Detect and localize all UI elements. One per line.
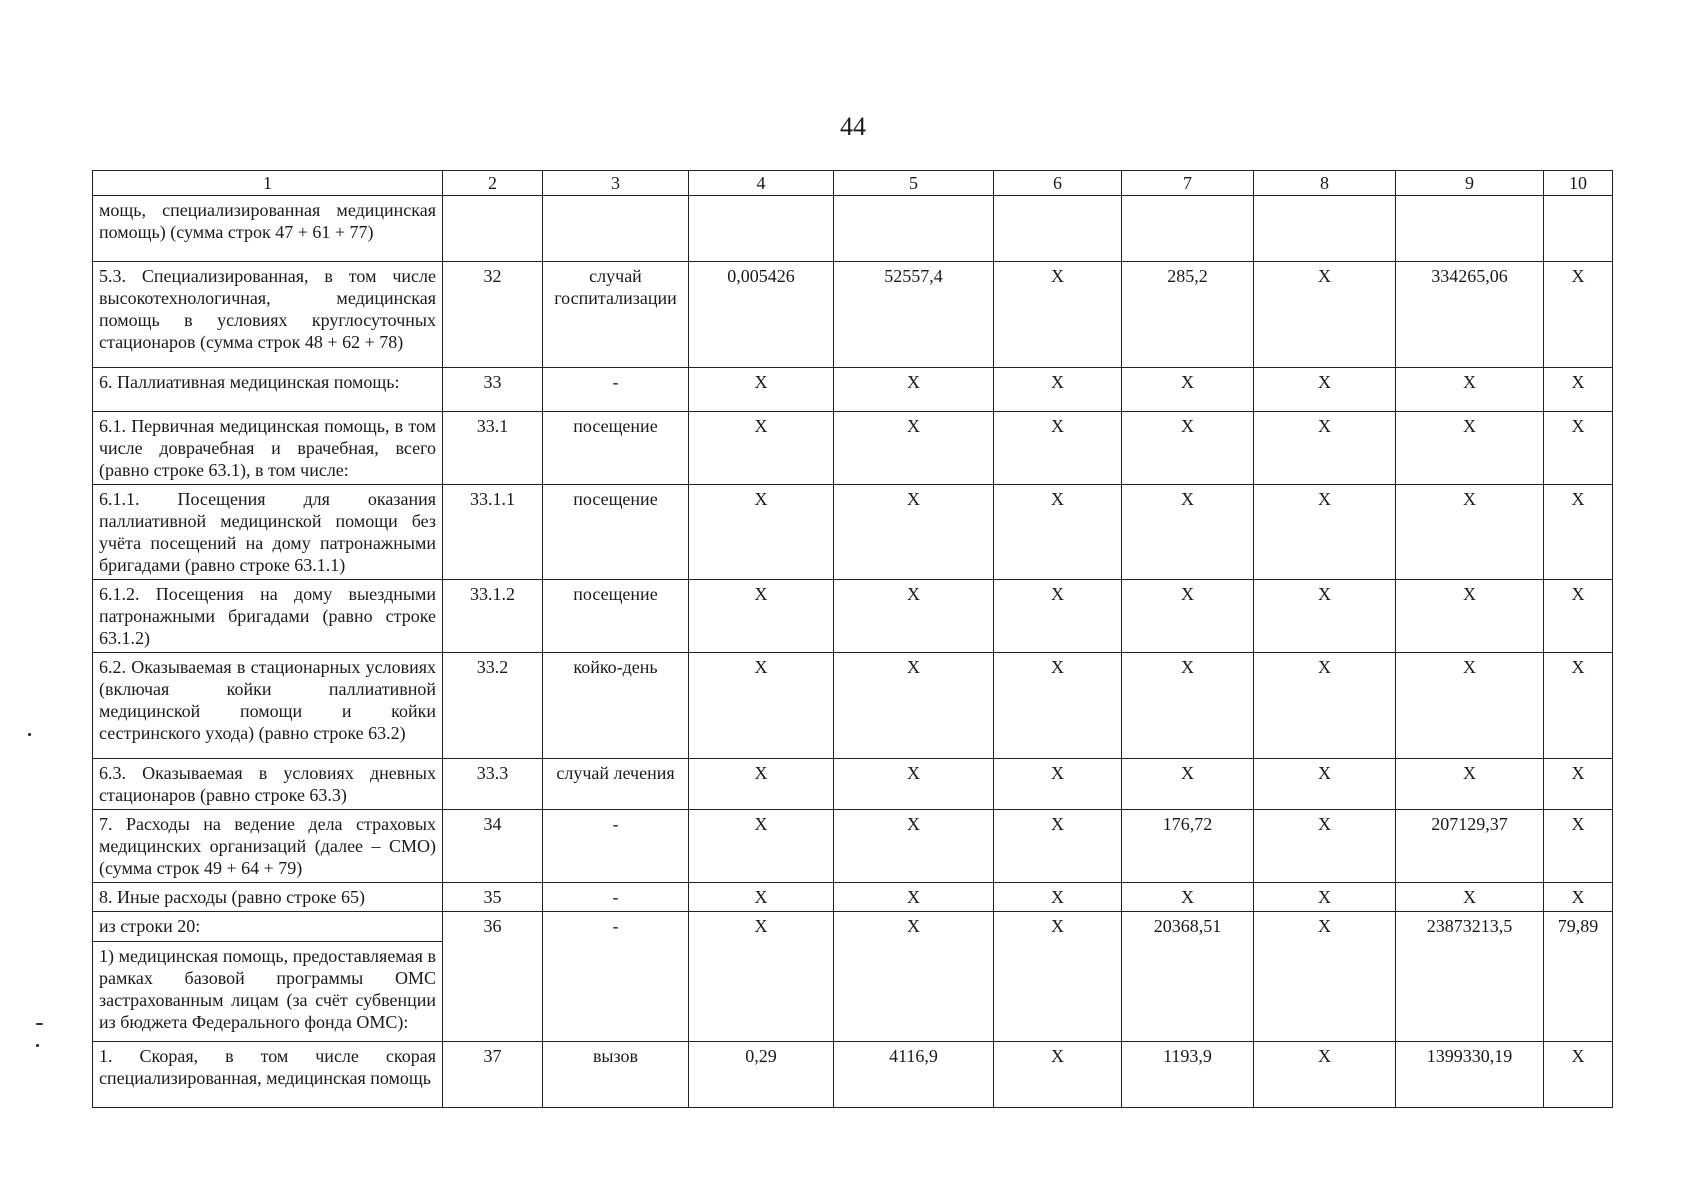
row-description [93,412,443,485]
row-description-text: 6. Паллиативная медицинская помощь: [99,372,400,392]
row-description [93,1042,443,1108]
row-description-text: 1. Скорая, в том числе скорая специализированная, медицинская помощь [99,1046,436,1088]
cell-volume-standard [689,196,834,262]
table-row [93,759,1613,810]
cell-per-capita-oms: X [1122,883,1254,912]
cell-per-capita-oms: 20368,51 [1122,912,1254,1042]
cell-per-capita-oms: X [1122,412,1254,485]
cell-per-capita-budget: X [994,412,1122,485]
row-description [93,485,443,580]
row-description [93,653,443,759]
cell-volume-standard: X [689,485,834,580]
cell-line-number [443,196,543,262]
row-description [93,912,443,1042]
tariff-table [92,170,1613,1108]
table-row [93,196,1613,262]
header-row [93,171,1613,196]
row-description-text: 6.2. Оказываемая в стационарных условиях (включая койки паллиативной медицинской помощи и койки сестринского ухода) (равно строке 63.2) [99,657,436,743]
cell-cost-oms: X [1396,759,1544,810]
table-row [93,883,1613,912]
cell-per-capita-oms: 1193,9 [1122,1042,1254,1108]
row-description [93,196,443,262]
cell-cost-budget: X [1254,485,1396,580]
cell-cost-oms: X [1396,653,1544,759]
cell-cost-budget: X [1254,262,1396,368]
table-row [93,580,1613,653]
row-description [93,580,443,653]
cell-line-number: 33.1.1 [443,485,543,580]
row-description-text: 6.1.2. Посещения на дому выездными патронажными бригадами (равно строке 63.1.2) [99,584,436,648]
cell-line-number: 34 [443,810,543,883]
cell-per-capita-oms: X [1122,653,1254,759]
cell-share-percent: X [1544,653,1613,759]
cell-line-number: 36 [443,912,543,1042]
cell-unit-of-measure: посещение [543,412,689,485]
cell-share-percent: X [1544,883,1613,912]
cell-cost-standard: X [834,412,994,485]
cell-cost-standard: 52557,4 [834,262,994,368]
column-header-10: 10 [1544,171,1613,196]
table-row [93,368,1613,412]
cell-cost-oms [1396,196,1544,262]
row-description [93,810,443,883]
scan-mark [36,1044,39,1047]
cell-cost-budget: X [1254,653,1396,759]
cell-per-capita-oms: X [1122,759,1254,810]
table-row [93,653,1613,759]
row-description-text: 7. Расходы на ведение дела страховых медицинских организаций (далее – СМО) (сумма строк 49 + 64 + 79) [99,814,436,878]
cell-line-number: 37 [443,1042,543,1108]
cell-unit-of-measure: - [543,883,689,912]
cell-cost-budget: X [1254,912,1396,1042]
table-row [93,1042,1613,1108]
cell-cost-oms: X [1396,412,1544,485]
row-description-text: 6.1. Первичная медицинская помощь, в том числе доврачебная и врачебная, всего (равно строке 63.1), в том числе: [99,416,436,480]
cell-cost-budget [1254,196,1396,262]
cell-share-percent: X [1544,580,1613,653]
row-description [93,883,443,912]
cell-volume-standard: X [689,412,834,485]
column-header-9: 9 [1396,171,1544,196]
cell-unit-of-measure: посещение [543,580,689,653]
row-description-text: 6.3. Оказываемая в условиях дневных стационаров (равно строке 63.3) [99,763,436,805]
cell-per-capita-oms: 285,2 [1122,262,1254,368]
cell-volume-standard: X [689,810,834,883]
column-header-8: 8 [1254,171,1396,196]
row-description-text: мощь, специализированная медицинская помощь) (сумма строк 47 + 61 + 77) [99,200,436,242]
cell-volume-standard: 0,005426 [689,262,834,368]
cell-unit-of-measure [543,196,689,262]
cell-line-number: 35 [443,883,543,912]
table-row [93,412,1613,485]
table-row [93,485,1613,580]
cell-share-percent: X [1544,1042,1613,1108]
cell-cost-budget: X [1254,883,1396,912]
cell-share-percent: 79,89 [1544,912,1613,1042]
cell-cost-standard: X [834,759,994,810]
scan-mark [36,1023,43,1025]
cell-cost-standard: X [834,580,994,653]
cell-unit-of-measure: койко-день [543,653,689,759]
cell-cost-standard: 4116,9 [834,1042,994,1108]
cell-unit-of-measure: - [543,912,689,1042]
column-header-4: 4 [689,171,834,196]
cell-unit-of-measure: случай лечения [543,759,689,810]
cell-unit-of-measure: вызов [543,1042,689,1108]
column-header-2: 2 [443,171,543,196]
cell-share-percent: X [1544,810,1613,883]
cell-cost-oms: 1399330,19 [1396,1042,1544,1108]
scan-mark [28,733,31,736]
cell-volume-standard: X [689,759,834,810]
cell-per-capita-budget: X [994,810,1122,883]
cell-cost-oms: 23873213,5 [1396,912,1544,1042]
cell-per-capita-budget [994,196,1122,262]
cell-per-capita-budget: X [994,912,1122,1042]
cell-unit-of-measure: случай госпитализации [543,262,689,368]
cell-share-percent: X [1544,412,1613,485]
cell-cost-budget: X [1254,759,1396,810]
cell-share-percent: X [1544,262,1613,368]
cell-cost-budget: X [1254,580,1396,653]
tariff-table-wrapper [92,170,1612,1108]
cell-line-number: 33.2 [443,653,543,759]
cell-cost-oms: X [1396,485,1544,580]
column-header-1: 1 [93,171,443,196]
column-header-5: 5 [834,171,994,196]
cell-cost-oms: X [1396,883,1544,912]
row-description-text: 5.3. Специализированная, в том числе высокотехнологичная, медицинская помощь в условиях круглосуточных стационаров (сумма строк 48 + 62 + 78) [99,266,436,352]
row-description [93,759,443,810]
cell-per-capita-budget: X [994,368,1122,412]
column-header-6: 6 [994,171,1122,196]
cell-line-number: 33 [443,368,543,412]
cell-per-capita-budget: X [994,759,1122,810]
cell-share-percent [1544,196,1613,262]
table-row [93,262,1613,368]
cell-line-number: 32 [443,262,543,368]
page-number: 44 [840,112,866,141]
cell-cost-budget: X [1254,1042,1396,1108]
cell-per-capita-oms: X [1122,580,1254,653]
cell-cost-standard: X [834,368,994,412]
cell-line-number: 33.3 [443,759,543,810]
cell-cost-standard: X [834,912,994,1042]
cell-cost-oms: 334265,06 [1396,262,1544,368]
cell-cost-budget: X [1254,368,1396,412]
column-header-3: 3 [543,171,689,196]
cell-unit-of-measure: посещение [543,485,689,580]
cell-volume-standard: X [689,912,834,1042]
cell-cost-standard: X [834,653,994,759]
cell-per-capita-oms: X [1122,485,1254,580]
cell-per-capita-oms: 176,72 [1122,810,1254,883]
cell-line-number: 33.1 [443,412,543,485]
cell-cost-standard: X [834,883,994,912]
cell-cost-oms: 207129,37 [1396,810,1544,883]
cell-volume-standard: X [689,580,834,653]
column-header-7: 7 [1122,171,1254,196]
row-description-text: 8. Иные расходы (равно строке 65) [99,887,365,907]
cell-per-capita-budget: X [994,580,1122,653]
row-description-subtext: 1) медицинская помощь, предоставляемая в рамках базовой программы ОМС застрахованным лицам (за счёт субвенции из бюджета Федерального фонда ОМС): [93,941,442,1033]
cell-per-capita-budget: X [994,1042,1122,1108]
cell-per-capita-budget: X [994,262,1122,368]
cell-line-number: 33.1.2 [443,580,543,653]
cell-cost-standard [834,196,994,262]
table-row [93,810,1613,883]
table-row [93,912,1613,1042]
cell-cost-budget: X [1254,810,1396,883]
cell-per-capita-oms [1122,196,1254,262]
cell-per-capita-oms: X [1122,368,1254,412]
row-description [93,262,443,368]
cell-per-capita-budget: X [994,653,1122,759]
cell-volume-standard: X [689,883,834,912]
cell-volume-standard: X [689,368,834,412]
cell-cost-standard: X [834,485,994,580]
row-description [93,368,443,412]
cell-volume-standard: X [689,653,834,759]
cell-unit-of-measure: - [543,368,689,412]
cell-per-capita-budget: X [994,485,1122,580]
cell-share-percent: X [1544,485,1613,580]
cell-per-capita-budget: X [994,883,1122,912]
cell-cost-oms: X [1396,580,1544,653]
row-description-text: из строки 20: [99,916,201,936]
table-body [93,196,1613,1108]
cell-cost-standard: X [834,810,994,883]
cell-volume-standard: 0,29 [689,1042,834,1108]
row-description-text: 6.1.1. Посещения для оказания паллиативной медицинской помощи без учёта посещений на дому патронажными бригадами (равно строке 63.1.1) [99,489,436,575]
cell-cost-oms: X [1396,368,1544,412]
cell-share-percent: X [1544,759,1613,810]
cell-cost-budget: X [1254,412,1396,485]
cell-share-percent: X [1544,368,1613,412]
cell-unit-of-measure: - [543,810,689,883]
